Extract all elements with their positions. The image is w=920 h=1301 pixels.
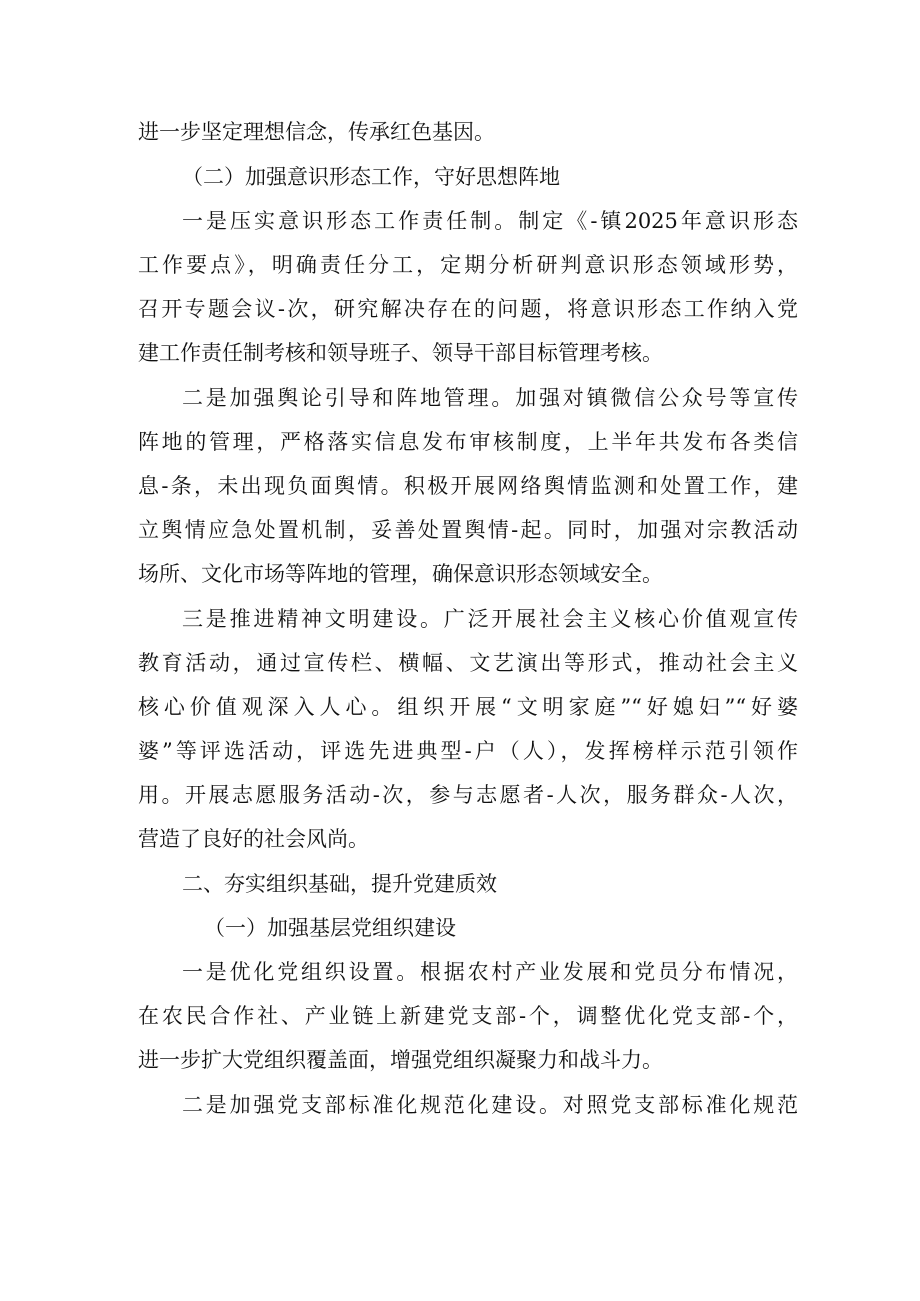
body-text-line: 建工作责任制考核和领导班子、领导干部目标管理考核。 bbox=[138, 341, 663, 365]
body-text-line: 营造了良好的社会风尚。 bbox=[138, 827, 369, 851]
paragraph-first-line: 一是优化党组织设置。根据农村产业发展和党员分布情况， bbox=[182, 960, 798, 984]
body-text-line: 工作要点》，明确责任分工，定期分析研判意识形态领域形势， bbox=[138, 253, 798, 277]
body-text-line: 场所、文化市场等阵地的管理，确保意识形态领域安全。 bbox=[138, 562, 663, 586]
body-text-line: 在农民合作社、产业链上新建党支部-个，调整优化党支部-个， bbox=[138, 1004, 798, 1028]
paragraph-first-line: 三是推进精神文明建设。广泛开展社会主义核心价值观宣传 bbox=[182, 607, 798, 631]
body-text-line: 教育活动，通过宣传栏、横幅、文艺演出等形式，推动社会主义 bbox=[138, 651, 798, 675]
body-text-line: 进一步扩大党组织覆盖面，增强党组织凝聚力和战斗力。 bbox=[138, 1048, 663, 1072]
paragraph-first-line: 二是加强党支部标准化规范化建设。对照党支部标准化规范 bbox=[182, 1093, 798, 1117]
body-text-line: 阵地的管理，严格落实信息发布审核制度，上半年共发布各类信 bbox=[138, 430, 798, 454]
body-text-line: 用。开展志愿服务活动-次，参与志愿者-人次，服务群众-人次， bbox=[138, 783, 798, 807]
body-text-line: 核心价值观深入人心。组织开展“文明家庭”“好媳妇”“好婆 bbox=[138, 695, 798, 719]
paragraph-first-line: 一是压实意识形态工作责任制。制定《-镇2025年意识形态 bbox=[182, 209, 798, 233]
section-heading-sub: （二）加强意识形态工作，守好思想阵地 bbox=[182, 165, 560, 189]
section-heading-sub: （一）加强基层党组织建设 bbox=[204, 916, 456, 940]
section-heading-main: 二、夯实组织基础，提升党建质效 bbox=[182, 872, 497, 896]
paragraph-first-line: 二是加强舆论引导和阵地管理。加强对镇微信公众号等宣传 bbox=[182, 386, 798, 410]
body-text-line: 婆”等评选活动，评选先进典型-户（人），发挥榜样示范引领作 bbox=[138, 739, 798, 763]
body-text-line: 召开专题会议-次，研究解决存在的问题，将意识形态工作纳入党 bbox=[138, 297, 798, 321]
body-text-line: 立舆情应急处置机制，妥善处置舆情-起。同时，加强对宗教活动 bbox=[138, 518, 798, 542]
body-text-line: 进一步坚定理想信念，传承红色基因。 bbox=[138, 120, 495, 144]
body-text-line: 息-条，未出现负面舆情。积极开展网络舆情监测和处置工作，建 bbox=[138, 474, 798, 498]
